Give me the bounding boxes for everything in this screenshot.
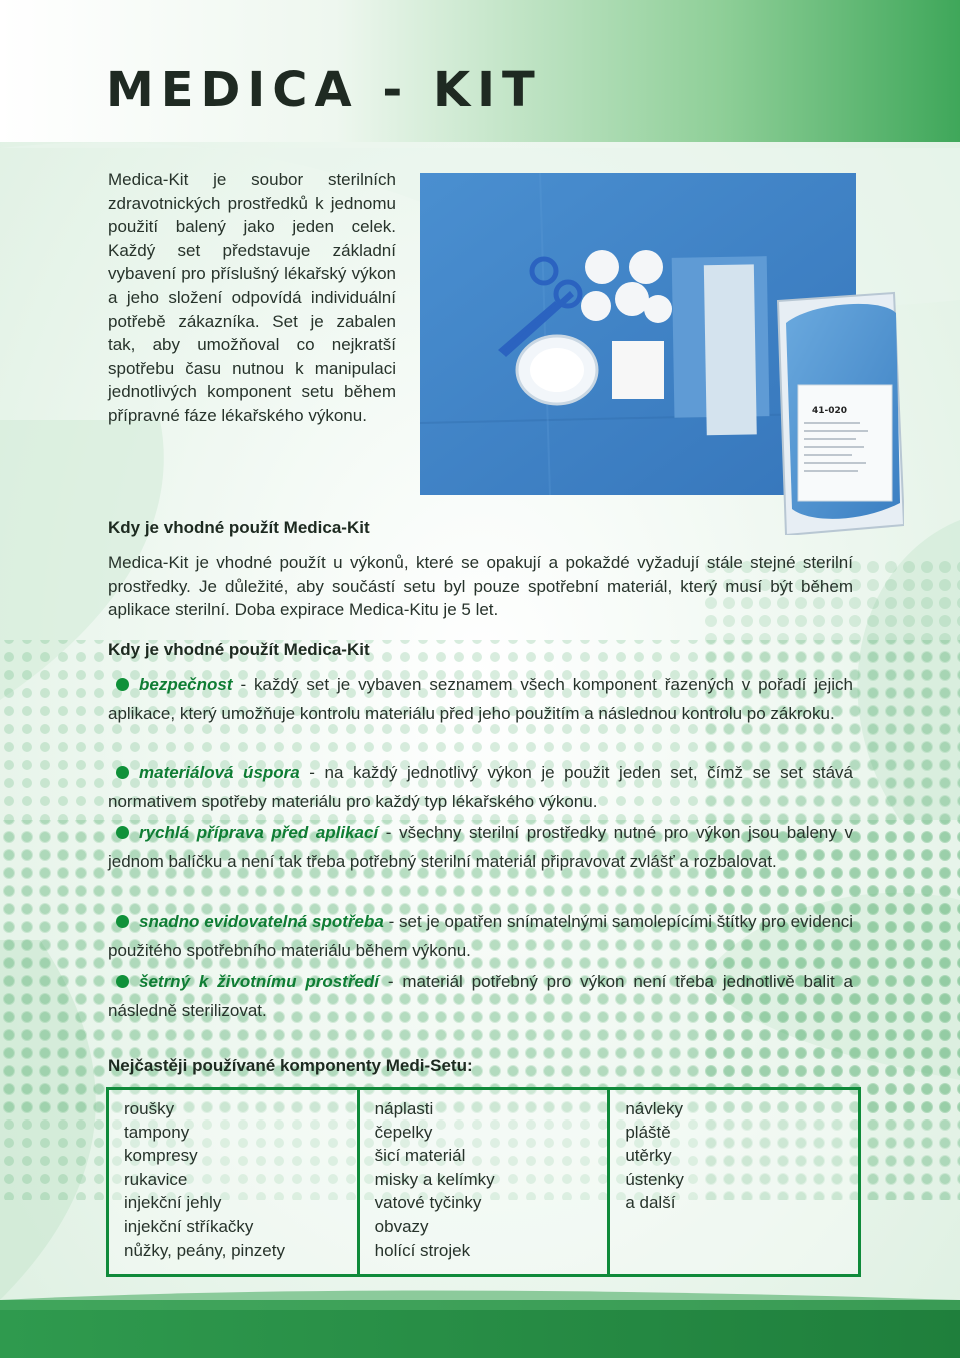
benefit-item: [108, 819, 853, 876]
component-item: holící strojek: [374, 1240, 471, 1260]
benefit-title: bezpečnost: [139, 675, 233, 694]
benefit-text: - všechny sterilní prostředky nutné pro výkon jsou baleny v jednom balíčku a není tak třeba potřebný sterilní materiál připravovat zvlášť a rozbalovat.: [108, 823, 853, 871]
benefit-text: - na každý jednotlivý výkon je použit jeden set, čímž se set stává normativem spotřeby materiálu pro každý typ lékařského výkonu.: [108, 763, 853, 811]
product-photo: [420, 173, 904, 535]
component-item: rukavice: [124, 1169, 188, 1189]
benefit-title: materiálová úspora: [139, 763, 300, 782]
benefit-title: rychlá příprava před aplikací: [139, 823, 379, 842]
component-item: utěrky: [625, 1146, 672, 1166]
component-item: nůžky, peány, pinzety: [124, 1240, 285, 1260]
benefit-item: [108, 908, 853, 965]
component-item: kompresy: [124, 1146, 198, 1166]
components-heading: Nejčastěji používané komponenty Medi-Setu:: [108, 1056, 473, 1075]
bullet-icon: [116, 826, 129, 839]
section-when-text: Medica-Kit je vhodné použít u výkonů, které se opakují a pokaždé vyžadují stále stejné sterilní prostředky. Je důležité, aby součástí setu byl pouze spotřební materiál, který musí být během aplikace sterilní. Doba expirace Medica-Kitu je 5 let.: [108, 553, 853, 619]
component-item: šicí materiál: [374, 1146, 466, 1166]
component-item: pláště: [625, 1122, 671, 1142]
benefit-text: - materiál potřebný pro výkon není třeba jednotlivě balit a následně sterilizovat.: [108, 972, 853, 1020]
component-item: tampony: [124, 1122, 190, 1142]
benefit-title: snadno evidovatelná spotřeba: [139, 912, 384, 931]
benefit-item: [108, 671, 853, 728]
page-title: MEDICA - KIT: [106, 62, 542, 118]
component-item: obvazy: [374, 1216, 429, 1236]
component-item: roušky: [124, 1099, 175, 1118]
component-item: vatové tyčinky: [374, 1193, 482, 1213]
component-item: a další: [625, 1193, 676, 1213]
benefit-text: - set je opatřen snímatelnými samolepícími štítky pro evidenci použitého spotřebního materiálu během výkonu.: [108, 912, 853, 960]
section-heading-benefits: Kdy je vhodné použít Medica-Kit: [108, 640, 370, 659]
package-code-label: 41-020: [812, 406, 848, 416]
bullet-icon: [116, 975, 129, 988]
component-item: čepelky: [374, 1122, 433, 1142]
section-heading-when: Kdy je vhodné použít Medica-Kit: [108, 518, 370, 537]
component-item: náplasti: [374, 1099, 434, 1118]
components-table: [106, 1087, 861, 1277]
components-column: [109, 1090, 357, 1274]
components-column: [357, 1090, 608, 1274]
intro-paragraph: Medica-Kit je soubor sterilních zdravotnických prostředků k jednomu použití balený jako jeden celek. Každý set představuje základní vybavení pro příslušný lékařský výkon a jeho složení odpovídá individuální potřebě zákazníka. Set je zabalen tak, aby umožňoval co nejkratší spotřebu času nutnou k manipulaci jednotlivých komponent setu během přípravné fáze lékařského výkonu.: [108, 170, 396, 425]
component-item: injekční jehly: [124, 1193, 222, 1213]
bullet-icon: [116, 766, 129, 779]
component-item: injekční stříkačky: [124, 1216, 254, 1236]
component-item: návleky: [625, 1099, 683, 1118]
components-column: [607, 1090, 858, 1274]
benefit-text: - každý set je vybaven seznamem všech komponent řazených v pořadí jejich aplikace, který umožňuje kontrolu materiálu před jeho použitím a následnou kontrolu po zákroku.: [108, 675, 853, 723]
benefit-item: [108, 968, 853, 1025]
component-item: misky a kelímky: [374, 1169, 495, 1189]
component-item: ústenky: [625, 1169, 684, 1189]
bullet-icon: [116, 678, 129, 691]
bullet-icon: [116, 915, 129, 928]
benefit-item: [108, 759, 853, 816]
benefit-title: šetrný k životnímu prostředí: [139, 972, 380, 991]
